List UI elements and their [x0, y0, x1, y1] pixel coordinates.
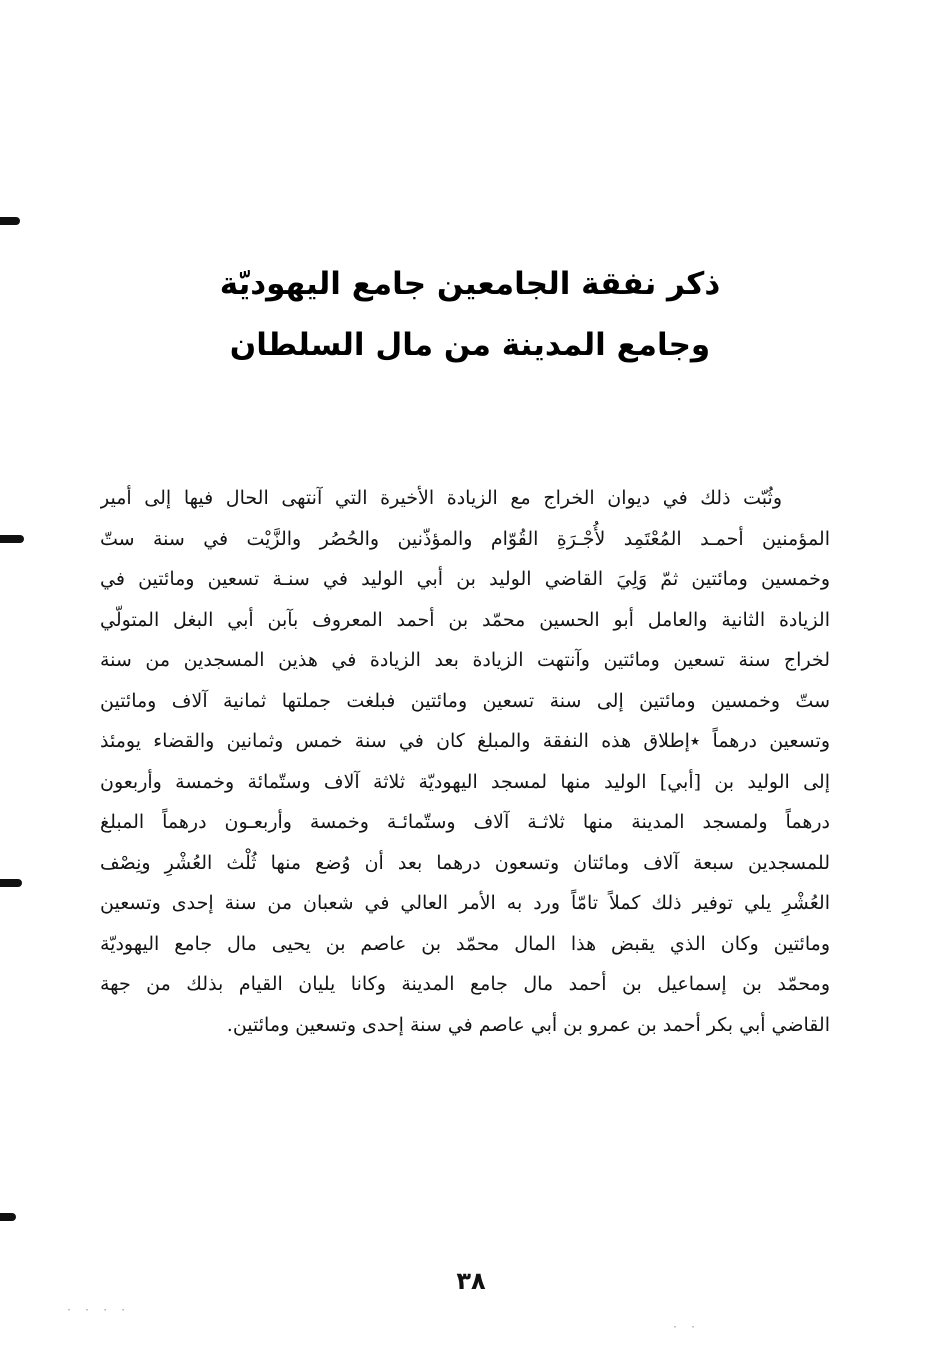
body-line: العُشْرِ يلي توفير ذلك كملاً تامّاً ورد به الأمر العالي في شعبان من سنة إحدى وتسعين	[100, 892, 830, 914]
body-line: وتسعين درهماً ٭إطلاق هذه النفقة والمبلغ كان في سنة خمس وثمانين والقضاء يومئذ	[100, 730, 830, 752]
body-line: القاضي أبي بكر أحمد بن عمرو بن أبي عاصم في سنة إحدى وتسعين ومائتين.	[226, 1013, 830, 1036]
body-paragraph	[100, 478, 830, 1045]
chapter-title-line-2: وجامع المدينة من مال السلطان	[229, 327, 711, 363]
page-number: ٣٨	[456, 1267, 486, 1295]
body-line: إلى الوليد بن [أبي] الوليد منها لمسجد اليهوديّة ثلاثة آلاف وستّمائة وخمسة وأربعون	[100, 770, 830, 793]
scan-speckle: · · · ·	[66, 1305, 130, 1316]
body-line: الزيادة الثانية والعامل أبو الحسين محمّد بن أحمد المعروف بآبن أبي البغل المتولّي	[100, 608, 830, 631]
body-line: وثُبّت ذلك في ديوان الخراج مع الزيادة الأخيرة التي آنتهى الحال فيها إلى أمير	[100, 487, 782, 509]
scan-edge-mark	[0, 217, 20, 225]
scan-edge-mark	[0, 1213, 16, 1221]
body-line: ومائتين وكان الذي يقبض هذا المال محمّد بن عاصم بن يحيى مال جامع اليهوديّة	[100, 932, 830, 955]
body-line: ومحمّد بن إسماعيل بن أحمد مال جامع المدينة وكانا يليان القيام بذلك من جهة	[100, 973, 830, 995]
body-line: المؤمنين أحمـد المُعْتَمِد لأُجْـرَةِ القُوّام والمؤذّنين والحُصُر والزَّيْت في سنة ستّ	[100, 527, 830, 550]
body-line: للمسجدين سبعة آلاف ومائتان وتسعون درهما بعد أن وُضع منها ثُلْث العُشْرِ ونِصْف	[100, 851, 830, 874]
chapter-title-line-1: ذكر نفقة الجامعين جامع اليهوديّة	[219, 266, 721, 302]
scan-edge-mark	[0, 879, 22, 887]
scan-edge-mark	[0, 535, 24, 543]
body-line: درهماً ولمسجد المدينة منها ثلاثـة آلاف وستّمائـة وخمسة وأربعـون درهماً المبلغ	[100, 811, 830, 833]
body-line: لخراج سنة تسعين ومائتين وآنتهت الزيادة بعد الزيادة في هذين المسجدين من سنة	[100, 649, 830, 671]
scan-speckle: · ·	[672, 1322, 700, 1333]
body-line: ستّ وخمسين ومائتين إلى سنة تسعين ومائتين فبلغت جملتها ثمانية آلاف ومائتين	[100, 689, 830, 712]
body-line: وخمسين ومائتين ثمّ وَلِيَ القاضي الوليد بن أبي الوليد في سنـة تسعين ومائتين في	[100, 568, 830, 590]
